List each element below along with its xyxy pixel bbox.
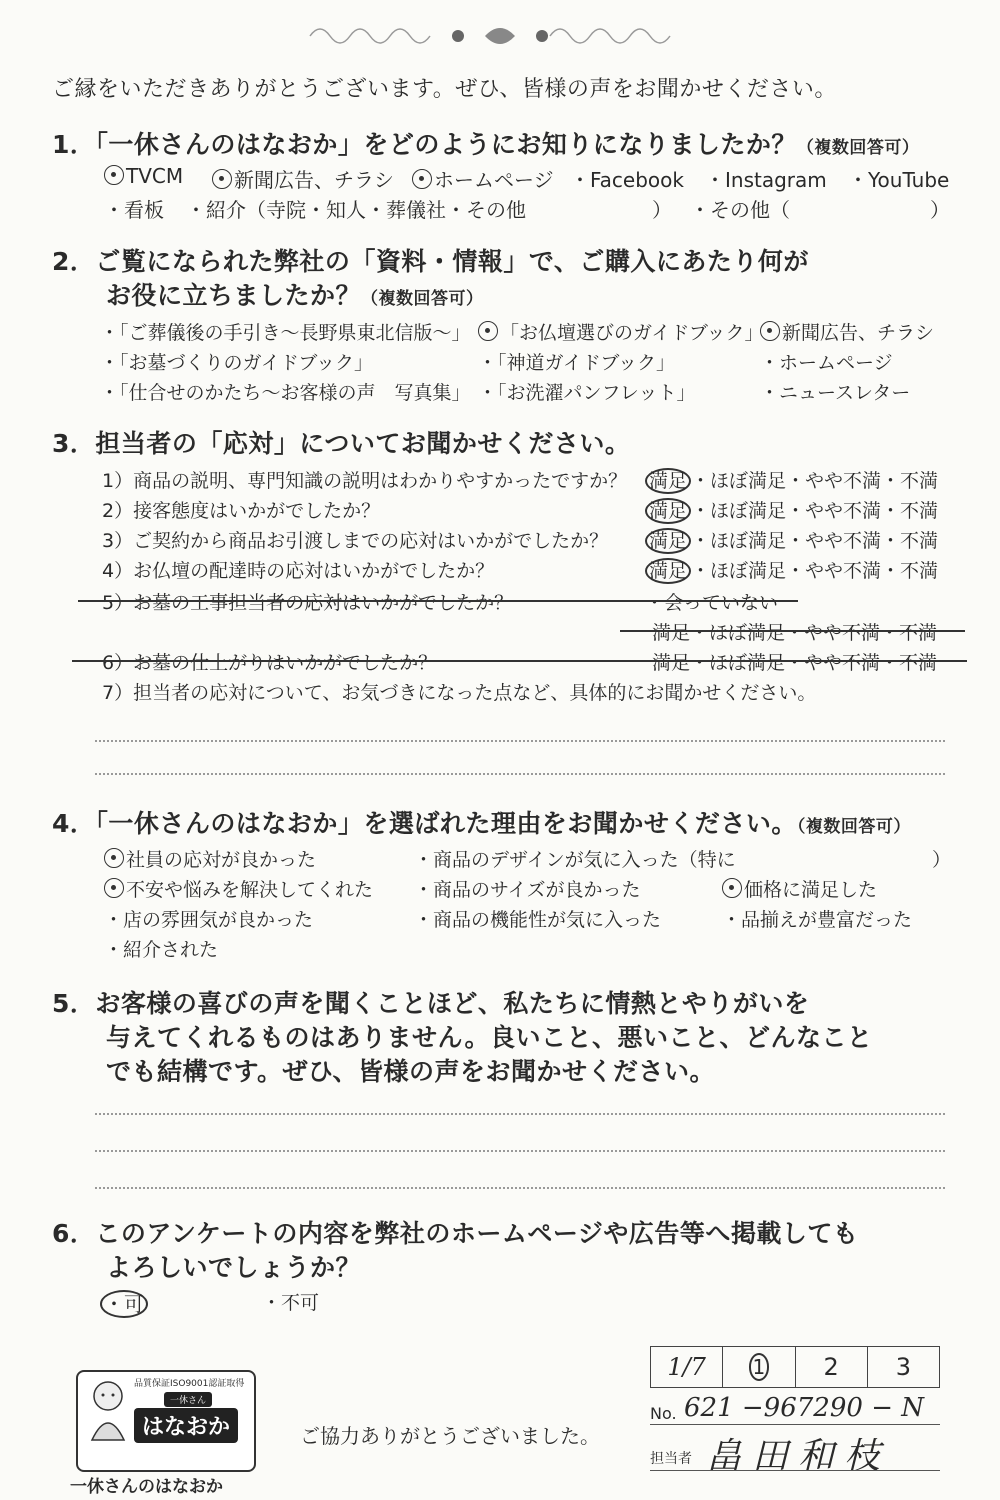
q5-line2: 与えてくれるものはありません。良いこと、悪いこと、どんなこと bbox=[106, 1023, 873, 1052]
q2-title-line2: お役に立ちましたか？（複数回答可） bbox=[106, 281, 484, 310]
q4-opt-design[interactable]: ・商品のデザインが気に入った（特に bbox=[414, 849, 736, 871]
strike-line bbox=[72, 660, 967, 662]
q1-opt-referral-close: ） bbox=[652, 198, 672, 222]
answer-line[interactable] bbox=[95, 1150, 945, 1152]
monk-mascot-icon bbox=[84, 1378, 132, 1442]
number-underline bbox=[650, 1424, 940, 1425]
q4-title: 4．「一休さんのはなおか」を選ばれた理由をお聞かせください。（複数回答可） bbox=[52, 809, 911, 838]
q3-rating-6[interactable]: 満足・ほぼ満足・やや不満・不満 bbox=[652, 652, 938, 674]
staff-label: 担当者 bbox=[650, 1451, 692, 1467]
number-label: No. bbox=[650, 1404, 677, 1423]
checked-mark-icon bbox=[478, 321, 498, 341]
q1-opt-newspaper[interactable]: 新聞広告、チラシ bbox=[212, 164, 394, 193]
q5-line3: でも結構です。ぜひ、皆様の声をお聞かせください。 bbox=[106, 1057, 716, 1086]
q3-item-1: 1）商品の説明、専門知識の説明はわかりやすかったですか？ bbox=[102, 470, 628, 492]
checked-mark-icon bbox=[104, 848, 124, 868]
q4-opt-design-close: ） bbox=[932, 849, 952, 871]
thanks-text: ご協力ありがとうございました。 bbox=[300, 1424, 600, 1448]
q2-opt-shinto-guide[interactable]: ・「神道ガイドブック」 bbox=[478, 352, 676, 374]
q3-rating-5[interactable]: 満足・ほぼ満足・やや不満・不満 bbox=[652, 622, 938, 644]
q3-item-4: 4）お仏壇の配達時の応対はいかがでしたか？ bbox=[102, 560, 495, 582]
box-1: 1 bbox=[722, 1347, 794, 1387]
q4-opt-variety[interactable]: ・品揃えが豊富だった bbox=[722, 909, 913, 931]
checked-mark-icon bbox=[104, 165, 124, 185]
q3-item-7: 7）担当者の応対について、お気づきになった点など、具体的にお聞かせください。 bbox=[102, 682, 817, 704]
q1-opt-referral[interactable]: ・紹介（寺院・知人・葬儀社・その他 bbox=[186, 198, 526, 222]
checked-mark-icon bbox=[212, 169, 232, 189]
strike-line bbox=[620, 630, 965, 632]
company-logo bbox=[76, 1370, 256, 1472]
box-3: 3 bbox=[867, 1347, 939, 1387]
checked-mark-icon bbox=[760, 321, 780, 341]
box-date: 1/7 bbox=[667, 1353, 706, 1381]
q2-opt-homepage[interactable]: ・ホームページ bbox=[760, 352, 893, 374]
q3-item-3: 3）ご契約から商品お引渡しまでの応対はいかがでしたか？ bbox=[102, 530, 609, 552]
q5-line1: 5．お客様の喜びの声を聞くことほど、私たちに情熱とやりがいを bbox=[52, 989, 810, 1018]
q3-not-met[interactable]: ・会っていない bbox=[645, 592, 779, 614]
q2-opt-grave-guide[interactable]: ・「お墓づくりのガイドブック」 bbox=[100, 352, 374, 374]
visit-count-boxes bbox=[650, 1346, 940, 1388]
q3-title: 3．担当者の「応対」についてお聞かせください。 bbox=[52, 429, 631, 458]
staff-name: 畠田和枝 bbox=[706, 1436, 891, 1477]
q4-opt-price[interactable]: 価格に満足した bbox=[722, 875, 877, 902]
decorative-ornament bbox=[300, 16, 700, 50]
q1-opt-youtube[interactable]: ・YouTube bbox=[848, 168, 950, 192]
q4-opt-function[interactable]: ・商品の機能性が気に入った bbox=[414, 909, 662, 931]
strike-line bbox=[78, 600, 798, 602]
q2-opt-newspaper[interactable]: 新聞広告、チラシ bbox=[760, 318, 934, 345]
box-2: 2 bbox=[795, 1347, 867, 1387]
q1-opt-other[interactable]: ・その他（ bbox=[690, 198, 790, 222]
q2-opt-photo-book[interactable]: ・「仕合せのかたち～お客様の声 写真集」 bbox=[100, 382, 471, 404]
q3-rating-2[interactable]: 満足 ・ほぼ満足・やや不満・不満 bbox=[645, 496, 938, 523]
q1-opt-signboard[interactable]: ・看板 bbox=[104, 198, 164, 222]
q4-opt-staff[interactable]: 社員の応対が良かった bbox=[104, 845, 316, 872]
checked-mark-icon bbox=[412, 169, 432, 189]
q4-opt-atmosphere[interactable]: ・店の雰囲気が良かった bbox=[104, 909, 314, 931]
answer-line[interactable] bbox=[95, 773, 945, 775]
q1-title: 1．「一休さんのはなおか」をどのようにお知りになりましたか？（複数回答可） bbox=[52, 130, 920, 159]
q6-line2: よろしいでしょうか？ bbox=[106, 1253, 362, 1282]
staff-underline bbox=[650, 1470, 940, 1471]
logo-iso-text: 品質保証ISO9001認証取得 bbox=[134, 1379, 245, 1389]
checked-mark-icon bbox=[104, 878, 124, 898]
answer-line[interactable] bbox=[95, 1187, 945, 1189]
logo-small-text: 一休さん bbox=[164, 1392, 212, 1407]
q1-opt-facebook[interactable]: ・Facebook bbox=[570, 168, 684, 192]
q2-opt-funeral-guide[interactable]: ・「ご葬儀後の手引き～長野県東北信版～」 bbox=[100, 322, 471, 344]
q1-opt-tvcm[interactable]: TVCM bbox=[104, 164, 183, 188]
q4-opt-size[interactable]: ・商品のサイズが良かった bbox=[414, 879, 641, 901]
q1-opt-homepage[interactable]: ホームページ bbox=[412, 164, 554, 193]
q3-item-5: 5）お墓の工事担当者の応対はいかがでしたか？ bbox=[102, 592, 514, 614]
company-name: 一休さんのはなおか bbox=[70, 1477, 223, 1497]
q6-opt-no[interactable]: ・不可 bbox=[262, 1292, 320, 1314]
intro-text: ご縁をいただきありがとうございます。ぜひ、皆様の声をお聞かせください。 bbox=[52, 77, 837, 102]
q3-rating-1[interactable]: 満足 ・ほぼ満足・やや不満・不満 bbox=[645, 466, 938, 493]
q2-title-line1: 2．ご覧になられた弊社の「資料・情報」で、ご購入にあたり何が bbox=[52, 247, 809, 276]
q2-opt-butsudan-guide[interactable]: 「お仏壇選びのガイドブック」 bbox=[478, 318, 764, 345]
q3-item-2: 2）接客態度はいかがでしたか？ bbox=[102, 500, 381, 522]
q1-opt-instagram[interactable]: ・Instagram bbox=[705, 168, 827, 192]
q4-opt-resolve[interactable]: 不安や悩みを解決してくれた bbox=[104, 875, 373, 902]
q2-opt-laundry-pamphlet[interactable]: ・「お洗濯パンフレット」 bbox=[478, 382, 696, 404]
q3-item-6: 6）お墓の仕上がりはいかがでしたか？ bbox=[102, 652, 438, 674]
q6-line1: 6．このアンケートの内容を弊社のホームページや広告等へ掲載しても bbox=[52, 1219, 859, 1248]
answer-line[interactable] bbox=[95, 1113, 945, 1115]
order-number: 621 −967290 − N bbox=[684, 1393, 924, 1423]
q6-opt-yes[interactable]: ・可 bbox=[100, 1288, 148, 1317]
q3-rating-4[interactable]: 満足 ・ほぼ満足・やや不満・不満 bbox=[645, 556, 938, 583]
q4-opt-referral[interactable]: ・紹介された bbox=[104, 939, 219, 961]
answer-line[interactable] bbox=[95, 740, 945, 742]
q1-opt-other-close: ） bbox=[930, 198, 950, 222]
logo-main-text: はなおか bbox=[134, 1408, 238, 1443]
q2-opt-newsletter[interactable]: ・ニュースレター bbox=[760, 382, 911, 404]
q3-rating-3[interactable]: 満足 ・ほぼ満足・やや不満・不満 bbox=[645, 526, 938, 553]
checked-mark-icon bbox=[722, 878, 742, 898]
